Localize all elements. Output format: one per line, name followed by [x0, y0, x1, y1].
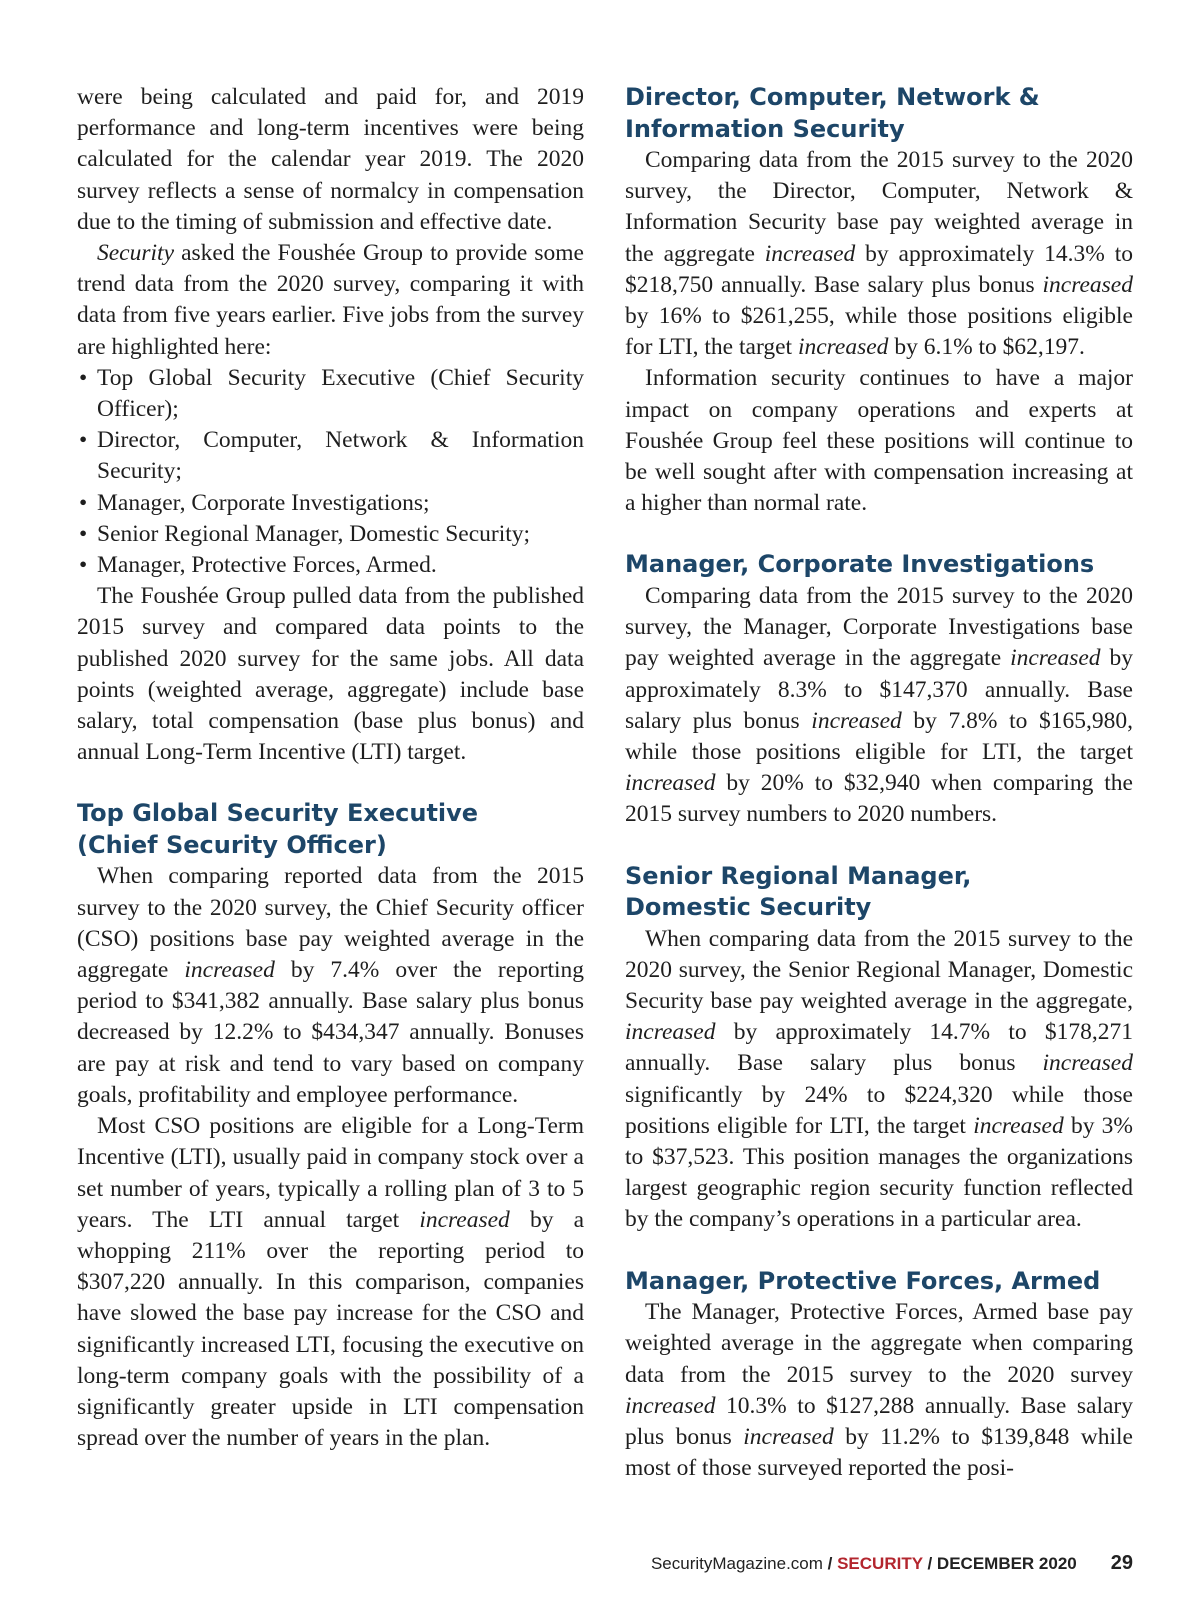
protective-forces-section [625, 1266, 1133, 1485]
footer-site: SecurityMagazine.com [650, 1554, 823, 1573]
cso-paragraph-2: Most CSO positions are eligible for a Long-Term Incentive (LTI), usually paid in company stock over a set number of years, typically a rolling plan of 3 to 5 years. The LTI annual target increased by a whopping 211% over the reporting period to $307,220 annually. In this comparison, companies have slowed the base pay increase for the CSO and significantly increased LTI, focusing the executive on long-term company goals with the possibility of a significantly greater upside in LTI compensation spread over the number of years in the plan. [77, 1113, 585, 1452]
regional-manager-section [625, 861, 1133, 1236]
intro-paragraph: were being calculated and paid for, and 2019 performance and long-term incentives were being calculated for the calendar year 2019. The 2020 survey reflects a sense of normalcy in compensation due to the timing of submission and effective date. [77, 84, 584, 235]
investigations-paragraph: Comparing data from the 2015 survey to the 2020 survey, the Manager, Corporate Investigations base pay weighted average in the aggregate increased by approximately 8.3% to $147,370 annually. Base salary plus bonus increased by 7.8% to $165,980, while those positions eligible for LTI, the target increased by 20% to $32,940 when comparing the 2015 survey numbers to 2020 numbers. [625, 582, 1133, 828]
list-item: • Top Global Security Executive (Chief Security Officer); [77, 363, 584, 425]
page-footer [651, 1552, 1133, 1575]
investigations-section [625, 549, 1133, 830]
list-item: • Senior Regional Manager, Domestic Security; [77, 519, 584, 550]
protective-forces-heading: Manager, Protective Forces, Armed [625, 1266, 1101, 1295]
footer-separator: / [922, 1554, 937, 1573]
footer-brand: SECURITY [837, 1554, 923, 1573]
publication-name: Security [97, 240, 174, 267]
page-number: 29 [1110, 1552, 1133, 1574]
investigations-heading: Manager, Corporate Investigations [625, 550, 1095, 579]
regional-manager-paragraph: When comparing data from the 2015 survey to the 2020 survey, the Senior Regional Manager, Domestic Security base pay weighted average in the aggregate, increased by approximately 14.7% to $178,271 annually. Base salary plus bonus increased significantly by 24% to $224,320 while those positions eligible for LTI, the target increased by 3% to $37,523. This position manages the organizations largest geographic region security function reflected by the company’s operations in a particular area. [625, 925, 1133, 1233]
director-section [625, 82, 1133, 519]
protective-forces-paragraph: The Manager, Protective Forces, Armed base pay weighted average in the aggregate when comparing data from the 2015 survey to the 2020 survey increased 10.3% to $127,288 annually. Base salary plus bonus increased by 11.2% to $139,848 while most of those surveyed reported the posi- [625, 1299, 1133, 1482]
methodology-paragraph: The Foushée Group pulled data from the published 2015 survey and compared data points to the published 2020 survey for the same jobs. All data points (weighted average, aggregate) include base salary, total compensation (base plus bonus) and annual Long-Term Incentive (LTI) target. [77, 583, 584, 766]
right-column [625, 82, 1133, 1484]
director-heading: Director, Computer, Network & Information Security [625, 83, 1040, 143]
cso-paragraph-1: When comparing reported data from the 2015 survey to the 2020 survey, the Chief Security officer (CSO) positions base pay weighted average in the aggregate increased by 7.4% over the reporting period to $341,382 annually. Base salary plus bonus decreased by 12.2% to $434,347 annually. Bonuses are pay at risk and tend to vary based on company goals, profitability and employee performance. [77, 863, 585, 1108]
list-item: • Manager, Corporate Investigations; [77, 488, 584, 519]
list-item: • Director, Computer, Network & Information Security; [77, 425, 584, 487]
list-item: • Manager, Protective Forces, Armed. [77, 550, 584, 581]
survey-request-paragraph: Security asked the Foushée Group to provide some trend data from the 2020 survey, comparing it with data from five years earlier. Five jobs from the survey are highlighted here: [77, 240, 584, 360]
cso-heading: Top Global Security Executive (Chief Security Officer) [77, 799, 479, 859]
director-paragraph-2: Information security continues to have a major impact on company operations and experts at Foushée Group feel these positions will continue to be well sought after with compensation increasing at a higher than normal rate. [625, 365, 1133, 517]
cso-section [77, 798, 584, 1454]
highlighted-jobs-list [77, 363, 584, 581]
left-column [77, 82, 584, 1454]
footer-separator: / [822, 1554, 838, 1573]
footer-issue: DECEMBER 2020 [936, 1554, 1077, 1573]
director-paragraph-1: Comparing data from the 2015 survey to the 2020 survey, the Director, Computer, Network & Information Security base pay weighted average in the aggregate increased by approximately 14.3% to $218,750 annually. Base salary plus bonus increased by 16% to $261,255, while those positions eligible for LTI, the target increased by 6.1% to $62,197. [625, 147, 1133, 361]
regional-manager-heading: Senior Regional Manager, Domestic Security [625, 861, 972, 922]
